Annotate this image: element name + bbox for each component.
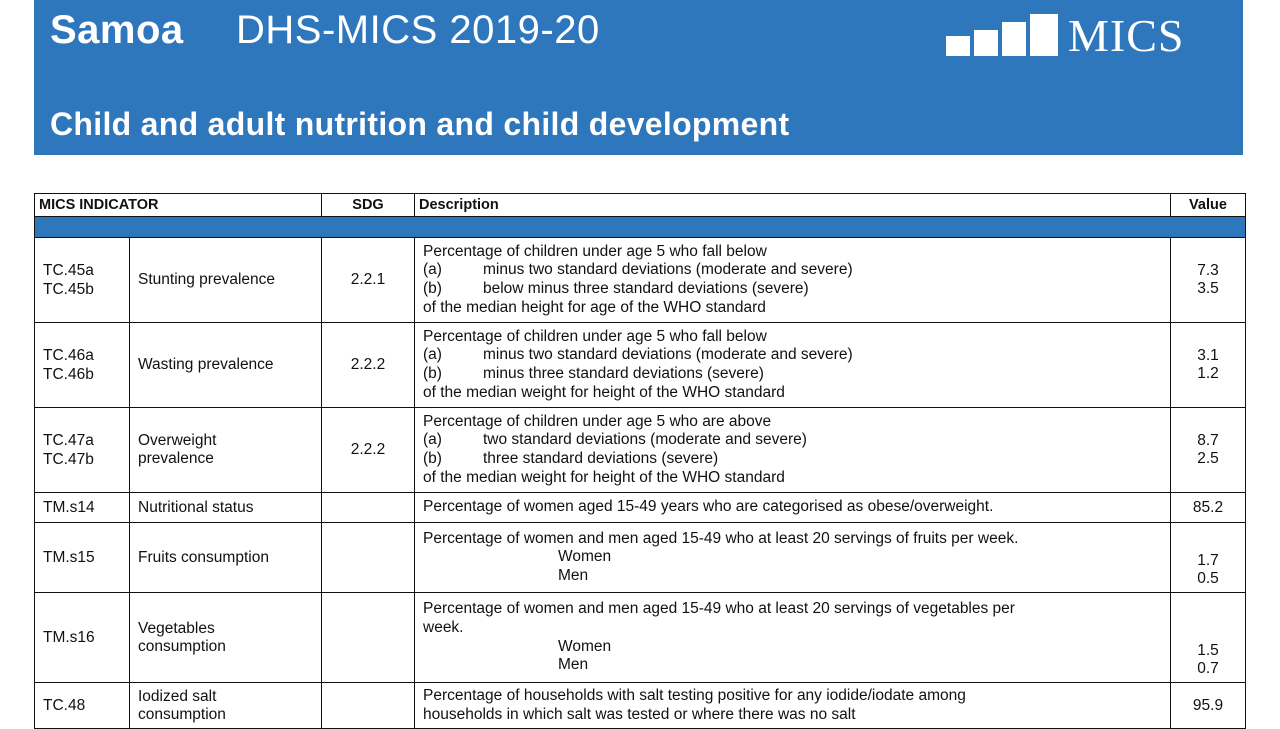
value-women: 1.7	[1197, 552, 1219, 569]
value-men: 0.5	[1197, 570, 1219, 587]
indicator-value: 95.9	[1171, 683, 1246, 729]
value-b: 2.5	[1197, 450, 1219, 467]
indicator-code: TC.48	[35, 683, 130, 729]
option-label: (a)	[423, 431, 442, 449]
logo-bar-icon	[946, 36, 970, 56]
option-text: minus three standard deviations (severe)	[483, 365, 764, 382]
indicator-description	[415, 408, 1171, 493]
logo-text: MICS	[1068, 10, 1185, 61]
survey-title: DHS-MICS 2019-20	[236, 8, 600, 52]
table-row	[35, 408, 1246, 493]
value-men: 0.7	[1197, 660, 1219, 677]
mics-logo	[946, 10, 1185, 61]
header-value: Value	[1171, 194, 1246, 217]
indicator-description	[415, 238, 1171, 323]
report-header-banner	[34, 0, 1243, 155]
indicator-name	[130, 593, 322, 683]
name-line: prevalence	[138, 450, 214, 467]
logo-bar-icon	[1002, 22, 1026, 56]
name-line: consumption	[138, 637, 226, 655]
sdg-code: 2.2.2	[322, 323, 415, 408]
desc-intro: Percentage of children under age 5 who fall below	[423, 327, 767, 345]
indicator-name: Wasting prevalence	[130, 323, 322, 408]
indicator-description	[415, 523, 1171, 593]
indicator-code: TM.s14	[35, 493, 130, 523]
sdg-code: 2.2.2	[322, 408, 415, 493]
code-a: TC.47a	[43, 432, 94, 449]
indicator-value	[1171, 408, 1246, 493]
indicator-description	[415, 323, 1171, 408]
desc-intro: Percentage of children under age 5 who fall below	[423, 242, 767, 260]
indicator-name: Fruits consumption	[130, 523, 322, 593]
value-b: 3.5	[1197, 280, 1219, 297]
table-row	[35, 683, 1246, 729]
option-label: (b)	[423, 450, 442, 467]
table-row	[35, 323, 1246, 408]
table-header-row	[35, 194, 1246, 217]
header-description: Description	[415, 194, 1171, 217]
name-line: Overweight	[138, 432, 217, 449]
section-divider-row	[35, 217, 1246, 238]
indicator-value	[1171, 593, 1246, 683]
indicator-name: Stunting prevalence	[130, 238, 322, 323]
indicator-value	[1171, 523, 1246, 593]
indicator-name	[130, 683, 322, 729]
option-text: minus two standard deviations (moderate and severe)	[483, 346, 853, 364]
desc-outro: of the median height for age of the WHO standard	[423, 298, 766, 316]
value-a: 8.7	[1197, 432, 1219, 449]
sub-label-men: Men	[558, 566, 589, 584]
indicator-code	[35, 323, 130, 408]
code-b: TC.46b	[43, 366, 94, 383]
option-label: (a)	[423, 261, 442, 279]
sub-label-women: Women	[558, 548, 612, 566]
desc-line: Percentage of women and men aged 15-49 who at least 20 servings of vegetables per	[423, 600, 1015, 618]
table-row	[35, 523, 1246, 593]
table-row	[35, 593, 1246, 683]
sdg-code	[322, 493, 415, 523]
indicator-value	[1171, 238, 1246, 323]
indicator-code	[35, 408, 130, 493]
logo-bar-icon	[1030, 14, 1058, 56]
indicator-description	[415, 683, 1171, 729]
desc-line: households in which salt was tested or where there was no salt	[423, 705, 856, 723]
option-label: (b)	[423, 365, 442, 382]
header-indicator: MICS INDICATOR	[35, 194, 322, 217]
indicator-code: TM.s15	[35, 523, 130, 593]
code-a: TC.46a	[43, 347, 94, 364]
header-sdg: SDG	[322, 194, 415, 217]
sdg-code	[322, 523, 415, 593]
name-line: Vegetables	[138, 619, 215, 637]
sdg-code	[322, 683, 415, 729]
sdg-code	[322, 593, 415, 683]
sub-label-women: Women	[558, 637, 612, 655]
desc-intro: Percentage of children under age 5 who are above	[423, 412, 772, 430]
indicator-table	[34, 193, 1246, 729]
indicator-code: TM.s16	[35, 593, 130, 683]
table-row	[35, 238, 1246, 323]
indicator-description	[415, 593, 1171, 683]
sdg-code: 2.2.1	[322, 238, 415, 323]
code-a: TC.45a	[43, 262, 94, 279]
indicator-description: Percentage of women aged 15-49 years who are categorised as obese/overweight.	[415, 493, 1171, 523]
desc-outro: of the median weight for height of the WHO standard	[423, 468, 785, 486]
option-text: two standard deviations (moderate and severe)	[483, 431, 807, 449]
indicator-value: 85.2	[1171, 493, 1246, 523]
code-b: TC.47b	[43, 451, 94, 468]
value-women: 1.5	[1197, 642, 1219, 659]
code-b: TC.45b	[43, 281, 94, 298]
option-text: minus two standard deviations (moderate and severe)	[483, 261, 853, 279]
option-text: below minus three standard deviations (severe)	[483, 280, 809, 297]
value-b: 1.2	[1197, 365, 1219, 382]
option-label: (a)	[423, 346, 442, 364]
indicator-name	[130, 408, 322, 493]
section-title: Child and adult nutrition and child development	[50, 106, 790, 142]
indicator-name: Nutritional status	[130, 493, 322, 523]
name-line: Iodized salt	[138, 687, 217, 705]
desc-line: Percentage of households with salt testing positive for any iodide/iodate among	[423, 686, 966, 704]
value-a: 3.1	[1197, 347, 1219, 364]
value-a: 7.3	[1197, 262, 1219, 279]
indicator-value	[1171, 323, 1246, 408]
name-line: consumption	[138, 705, 226, 723]
indicator-code	[35, 238, 130, 323]
country-title: Samoa	[50, 8, 184, 52]
sub-label-men: Men	[558, 656, 589, 674]
desc-outro: of the median weight for height of the WHO standard	[423, 383, 785, 401]
desc-line: week.	[423, 618, 464, 636]
option-text: three standard deviations (severe)	[483, 450, 719, 467]
option-label: (b)	[423, 280, 442, 297]
logo-bar-icon	[974, 30, 998, 56]
table-row	[35, 493, 1246, 523]
desc-intro: Percentage of women and men aged 15-49 who at least 20 servings of fruits per week.	[423, 529, 1019, 547]
